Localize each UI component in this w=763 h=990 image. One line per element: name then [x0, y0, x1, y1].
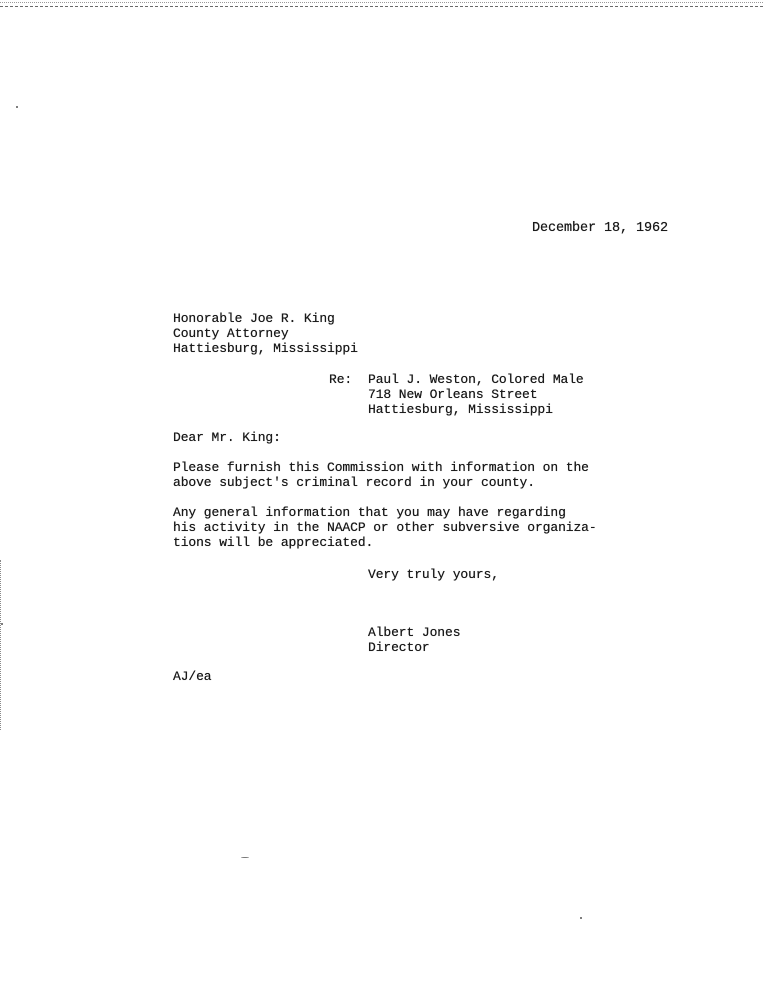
scan-speck — [580, 917, 582, 919]
paragraph-line: tions will be appreciated. — [173, 535, 374, 550]
paragraph-line: Any general information that you may have regarding — [173, 505, 566, 520]
letter-date: December 18, 1962 — [532, 221, 669, 236]
subject-street: 718 New Orleans Street — [368, 387, 538, 402]
subject-name: Paul J. Weston, Colored Male — [368, 372, 584, 387]
scan-speck — [16, 106, 18, 108]
page-top-edge — [0, 0, 763, 7]
complimentary-close: Very truly yours, — [368, 567, 499, 582]
page-left-edge — [0, 560, 3, 730]
recipient-city: Hattiesburg, Mississippi — [173, 341, 358, 356]
paragraph-line: Please furnish this Commission with information on the — [173, 460, 589, 475]
recipient-title: County Attorney — [173, 326, 289, 341]
salutation: Dear Mr. King: — [173, 430, 281, 445]
scan-speck — [241, 857, 249, 858]
re-label: Re: — [329, 372, 353, 387]
paragraph-line: his activity in the NAACP or other subversive organiza- — [173, 520, 597, 535]
signer-name: Albert Jones — [368, 625, 461, 640]
paragraph-line: above subject's criminal record in your county. — [173, 475, 535, 490]
subject-city: Hattiesburg, Mississippi — [368, 402, 553, 417]
reference-initials: AJ/ea — [173, 669, 212, 684]
recipient-name: Honorable Joe R. King — [173, 311, 335, 326]
signer-title: Director — [368, 640, 430, 655]
scan-speck — [1, 623, 3, 625]
